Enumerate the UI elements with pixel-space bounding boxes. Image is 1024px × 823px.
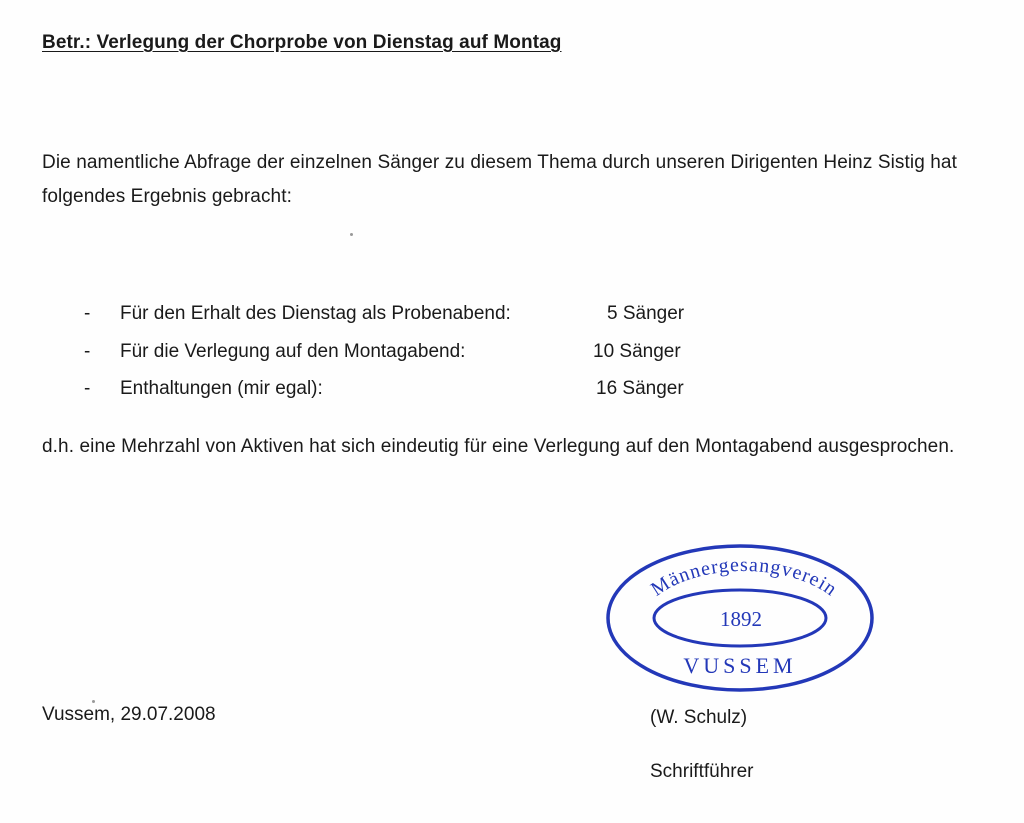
club-stamp — [600, 535, 880, 695]
result-item — [0, 372, 1024, 406]
subject-line: Betr.: Verlegung der Chorprobe von Dienstag auf Montag — [42, 32, 562, 53]
stamp-club-name: Männergesangverein — [646, 553, 842, 601]
result-item — [0, 297, 1024, 331]
stamp-town: VUSSEM — [683, 653, 797, 678]
stamp-year: 1892 — [720, 607, 762, 631]
list-dash: - — [84, 303, 91, 324]
signer-name: (W. Schulz) — [650, 707, 748, 728]
result-label: Für den Erhalt des Dienstag als Probenabend: — [120, 303, 511, 324]
result-count: 10 Sänger — [593, 341, 681, 362]
list-dash: - — [84, 378, 91, 399]
place-date: Vussem, 29.07.2008 — [42, 704, 216, 725]
result-label: Für die Verlegung auf den Montagabend: — [120, 341, 466, 362]
intro-paragraph: Die namentliche Abfrage der einzelnen Sänger zu diesem Thema durch unseren Dirigenten Heinz Sistig hat folgendes Ergebnis gebracht: — [42, 152, 957, 207]
result-item — [0, 335, 1024, 369]
result-count: 5 Sänger — [607, 303, 685, 324]
result-label: Enthaltungen (mir egal): — [120, 378, 323, 399]
result-count: 16 Sänger — [596, 378, 684, 399]
list-dash: - — [84, 341, 91, 362]
paper-speck — [92, 700, 95, 703]
signer-role: Schriftführer — [650, 761, 754, 782]
conclusion-paragraph: d.h. eine Mehrzahl von Aktiven hat sich eindeutig für eine Verlegung auf den Montagabend ausgesprochen. — [42, 436, 955, 457]
paper-speck — [350, 233, 353, 236]
